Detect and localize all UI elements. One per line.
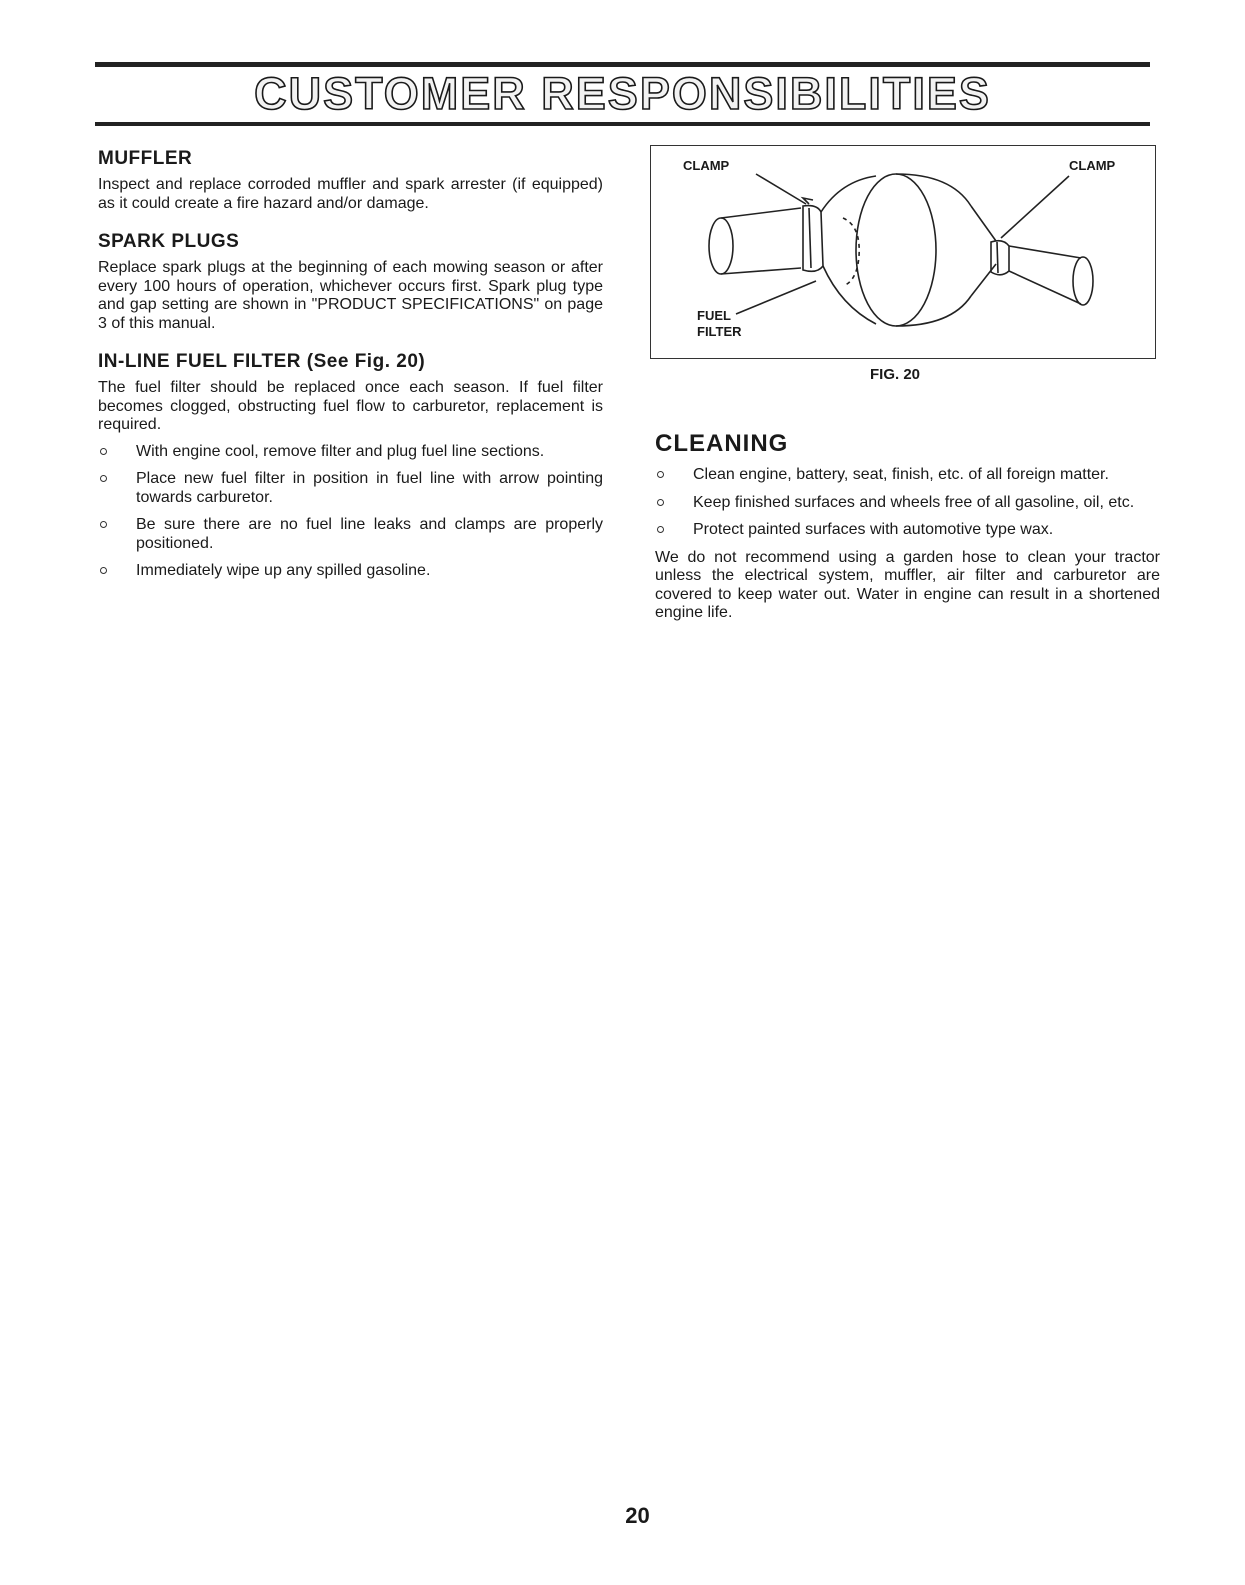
fuel-filter-heading: IN-LINE FUEL FILTER (See Fig. 20) [98,351,426,372]
list-item [98,470,603,507]
list-item [98,516,603,553]
list-item [98,443,603,462]
fuel-filter-section [98,351,603,581]
bullet-icon [657,471,664,478]
list-item [98,562,603,581]
bullet-icon [100,475,107,482]
page-title: CUSTOMER RESPONSIBILITIES [254,68,991,119]
cleaning-text: We do not recommend using a garden hose to clean your tractor unless the electrical system, muffler, air filter and carburetor are covered to keep water out. Water in engine can result in a shortened engine life. [655,548,1160,621]
fuel-filter-steps [98,443,603,581]
bullet-icon [657,499,664,506]
list-item-text: Clean engine, battery, seat, finish, etc. of all foreign matter. [693,466,1109,483]
bullet-icon [100,567,107,574]
bullet-icon [657,526,664,533]
figure-caption: FIG. 20 [870,366,921,383]
cleaning-steps [655,466,1160,540]
spark-plugs-heading: SPARK PLUGS [98,231,240,252]
cleaning-heading: CLEANING [655,430,789,457]
bullet-icon [100,448,107,455]
muffler-heading: MUFFLER [98,148,193,169]
clamp-label-left: CLAMP [683,158,730,173]
list-item [655,521,1160,540]
list-item [655,466,1160,485]
list-item-text: Protect painted surfaces with automotive type wax. [693,521,1054,538]
list-item [655,494,1160,513]
list-item-text: Immediately wipe up any spilled gasoline. [136,562,431,579]
list-item-text: Be sure there are no fuel line leaks and clamps are properly positioned. [136,516,603,552]
muffler-section [98,148,603,213]
list-item-text: With engine cool, remove filter and plug fuel line sections. [136,442,545,460]
left-column [98,148,603,599]
bullet-icon [100,521,107,528]
muffler-text: Inspect and replace corroded muffler and spark arrester (if equipped) as it could create a fire hazard and/or damage. [98,176,603,212]
spark-plugs-section [98,231,603,333]
right-column [655,430,1160,623]
spark-plugs-text: Replace spark plugs at the beginning of each mowing season or after every 100 hours of operation, whichever occurs first. Spark plug type and gap setting are shown in "PRODUCT SPECIFICATIONS" on page 3 of this manual. [98,259,603,332]
fuel-filter-figure [650,145,1156,359]
page-number: 20 [625,1503,650,1528]
list-item-text: Keep finished surfaces and wheels free of all gasoline, oil, etc. [693,493,1135,511]
list-item-text: Place new fuel filter in position in fuel line with arrow pointing towards carburetor. [136,470,603,506]
title-rule-bottom [95,122,1150,126]
clamp-label-right: CLAMP [1069,158,1116,173]
fuel-filter-text: The fuel filter should be replaced once each season. If fuel filter becomes clogged, obstructing fuel flow to carburetor, replacement is required. [98,379,603,433]
fuel-label: FUEL [697,308,731,323]
filter-label: FILTER [697,324,742,339]
